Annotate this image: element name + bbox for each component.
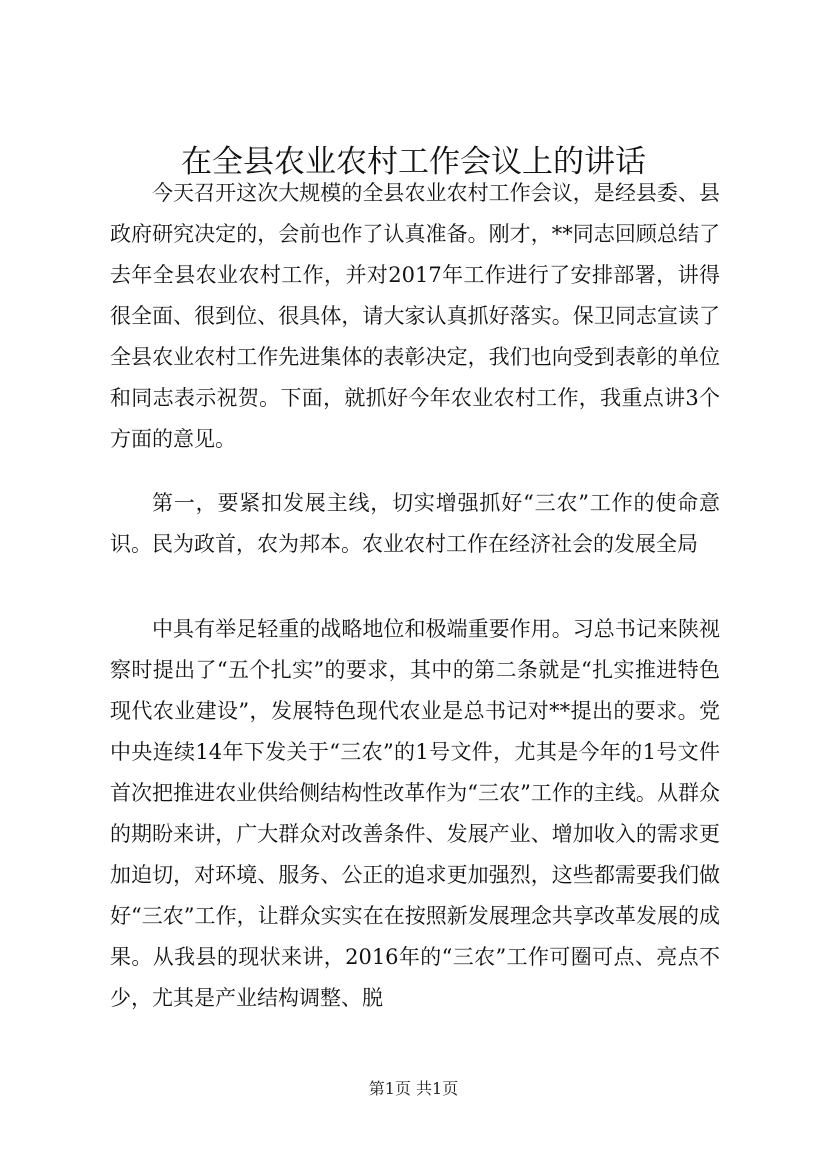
paragraph-first-point: 第一，要紧扣发展主线，切实增强抓好“三农”工作的使命意识。民为政首，农为邦本。农业农村工作在经济社会的发展全局 <box>110 491 720 556</box>
document-title: 在全县农业农村工作会议上的讲话 <box>181 144 646 180</box>
paragraph-opening: 今天召开这次大规模的全县农业农村工作会议，是经县委、县政府研究决定的，会前也作了认真准备。刚才，**同志回顾总结了去年全县农业农村工作，并对2017年工作进行了安排部署，讲得很全面、很到位、很具体，请大家认真抓好落实。保卫同志宣读了全县农业农村工作先进集体的表彰决定，我们也向受到表彰的单位和同志表示祝贺。下面，就抓好今年农业农村工作，我重点讲3个方面的意见。 <box>110 181 720 451</box>
paragraph-continuation: 中具有举足轻重的战略地位和极端重要作用。习总书记来陕视察时提出了“五个扎实”的要求，其中的第二条就是“扎实推进特色现代农业建设”，发展特色现代农业是总书记对**提出的要求。党中央连续14年下发关于“三农”的1号文件，尤其是今年的1号文件首次把推进农业供给侧结构性改革作为“三农”工作的主线。从群众的期盼来讲，广大群众对改善条件、发展产业、增加收入的需求更加迫切，对环境、服务、公正的追求更加强烈，这些都需要我们做好“三农”工作，让群众实实在在按照新发展理念共享改革发展的成果。从我县的现状来讲，2016年的“三农”工作可圈可点、亮点不少，尤其是产业结构调整、脱 <box>110 617 720 1010</box>
page-footer: 第1页 共1页 <box>368 1079 459 1098</box>
